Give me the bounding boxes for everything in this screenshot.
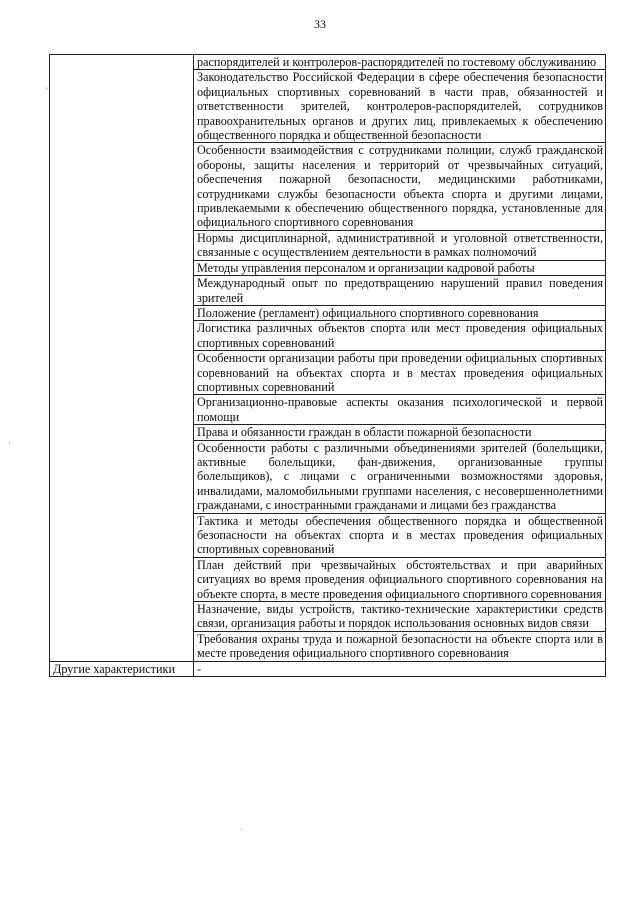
- knowledge-item: Методы управления персоналом и организации кадровой работы: [194, 260, 606, 275]
- scan-speck: ·: [8, 438, 11, 448]
- scan-speck: ': [46, 86, 48, 96]
- page-number: 33: [314, 17, 326, 31]
- knowledge-item: Особенности работы с различными объединениями зрителей (болельщики, активные болельщики, фан-движения, организованные группы болельщиков), с лицами с ограниченными возможностями здоровья, инвалидами, маломобильными группами населения, с несовершеннолетними гражданами, с иностранными гражданами и лицами без гражданства: [194, 440, 606, 513]
- other-characteristics-label: Другие характеристики: [50, 661, 194, 676]
- table-row: [50, 661, 606, 676]
- knowledge-item: Международный опыт по предотвращению нарушений правил поведения зрителей: [194, 276, 606, 306]
- knowledge-item: Особенности взаимодействия с сотрудниками полиции, служб гражданской обороны, защиты населения и территорий от чрезвычайных ситуаций, обеспечения пожарной безопасности, медицинскими работниками, сотрудниками службы безопасности объекта спорта и другими лицами, привлекаемыми к обеспечению общественного порядка, установленные для официального спортивного соревнования: [194, 143, 606, 230]
- necessary-knowledge-label-cell: [50, 55, 194, 662]
- knowledge-item: Нормы дисциплинарной, административной и уголовной ответственности, связанные с осуществлением деятельности в рамках полномочий: [194, 230, 606, 260]
- knowledge-table: [49, 54, 606, 677]
- knowledge-item: Права и обязанности граждан в области пожарной безопасности: [194, 425, 606, 440]
- knowledge-item: Законодательство Российской Федерации в сфере обеспечения безопасности официальных спортивных соревнований в части прав, обязанностей и ответственности зрителей, контролеров-распорядителей, сотрудников правоохранительных органов и других лиц, привлекаемых к обеспечению общественного порядка и общественной безопасности: [194, 70, 606, 143]
- scan-speck: ˙: [240, 827, 243, 837]
- knowledge-item: Логистика различных объектов спорта или мест проведения официальных спортивных соревнований: [194, 321, 606, 351]
- knowledge-item: План действий при чрезвычайных обстоятельствах и при аварийных ситуациях во время проведения официального спортивного соревнования на объекте спорта, в месте проведения официального спортивного соревнования: [194, 557, 606, 601]
- other-characteristics-value: -: [194, 661, 606, 676]
- table-row: [50, 55, 606, 70]
- knowledge-item: Особенности организации работы при проведении официальных спортивных соревнований на объектах спорта и в местах проведения официальных спортивных соревнований: [194, 351, 606, 395]
- knowledge-item: Требования охраны труда и пожарной безопасности на объекте спорта или в месте проведения официального спортивного соревнования: [194, 631, 606, 661]
- knowledge-item: Назначение, виды устройств, тактико-технические характеристики средств связи, организация работы и порядок использования основных видов связи: [194, 602, 606, 632]
- knowledge-item: распорядителей и контролеров-распорядителей по гостевому обслуживанию: [194, 55, 606, 70]
- knowledge-item: Организационно-правовые аспекты оказания психологической и первой помощи: [194, 395, 606, 425]
- knowledge-item: Положение (регламент) официального спортивного соревнования: [194, 305, 606, 320]
- knowledge-item: Тактика и методы обеспечения общественного порядка и общественной безопасности на объектах спорта и в местах проведения официальных спортивных соревнований: [194, 513, 606, 557]
